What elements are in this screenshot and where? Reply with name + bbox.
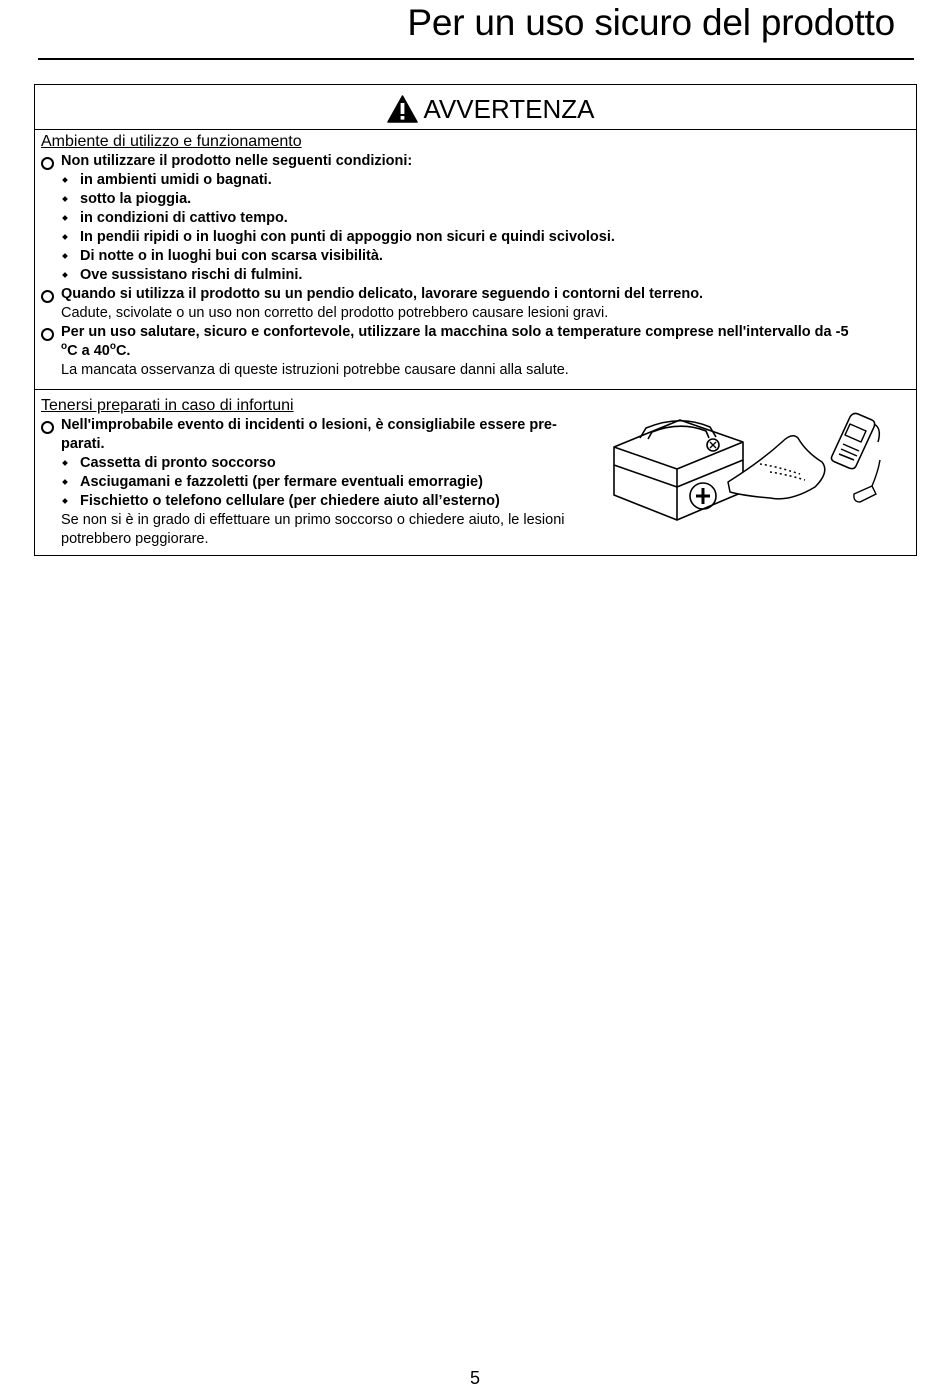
list-item: Quando si utilizza il prodotto su un pendio delicato, lavorare seguendo i contorni del terreno. [61,286,704,302]
circle-bullet-icon [41,421,54,434]
page-title: Per un uso sicuro del prodotto [407,2,895,43]
diamond-bullet-icon [62,272,68,278]
item-note: La mancata osservanza di queste istruzioni potrebbe causare danni alla salute. [61,362,569,378]
sub-list-item: In pendii ripidi o in luoghi con punti di appoggio non sicuri e quindi scivolosi. [80,229,615,245]
section-operating-environment [35,130,916,390]
list-item: Nell'improbabile evento di incidenti o lesioni, è consigliabile essere pre- [61,417,557,433]
item-note: Cadute, scivolate o un uso non corretto del prodotto potrebbero causare lesioni gravi. [61,305,609,321]
page-number: 5 [469,1368,480,1388]
sub-list-item: sotto la pioggia. [80,191,192,207]
warning-label: AVVERTENZA [423,93,595,124]
item-note: potrebbero peggiorare. [61,531,209,547]
diamond-bullet-icon [62,498,68,504]
emergency-supplies-illustration [610,402,890,527]
circle-bullet-icon [41,290,54,303]
list-item-continuation: parati. [61,436,105,452]
list-item: Per un uso salutare, sicuro e confortevole, utilizzare la macchina solo a temperature comprese nell'intervallo da -5 [61,324,849,340]
sub-list-item: Fischietto o telefono cellulare (per chiedere aiuto all’esterno) [80,493,500,509]
diamond-bullet-icon [62,234,68,240]
circle-bullet-icon [41,157,54,170]
warning-header [35,85,916,130]
sub-list-item: in ambienti umidi o bagnati. [80,172,272,188]
title-rule [38,58,914,60]
warning-triangle-icon [387,95,418,123]
whistle-icon [854,460,880,502]
sub-list-item: Ove sussistano rischi di fulmini. [80,267,303,283]
list-item: Non utilizzare il prodotto nelle seguenti condizioni: [61,153,413,169]
diamond-bullet-icon [62,479,68,485]
circle-bullet-icon [41,328,54,341]
diamond-bullet-icon [62,177,68,183]
item-note: Se non si è in grado di effettuare un primo soccorso o chiedere aiuto, le lesioni [61,512,565,528]
sub-list-item: Cassetta di pronto soccorso [80,455,276,471]
sub-list-item: in condizioni di cattivo tempo. [80,210,288,226]
list-item-continuation: $^o$C a 40$^o$C. [61,341,131,359]
section-injury-preparation [35,390,916,556]
section-heading: Ambiente di utilizzo e funzionamento [41,133,302,150]
diamond-bullet-icon [62,196,68,202]
diamond-bullet-icon [62,253,68,259]
section-heading: Tenersi preparati in caso di infortuni [41,397,294,414]
sub-list-item: Asciugamani e fazzoletti (per fermare eventuali emorragie) [80,474,483,490]
mobile-phone-icon [831,413,879,468]
first-aid-kit-icon [614,420,743,520]
warning-box [34,84,917,556]
sub-list-item: Di notte o in luoghi bui con scarsa visibilità. [80,248,383,264]
diamond-bullet-icon [62,460,68,466]
diamond-bullet-icon [62,215,68,221]
